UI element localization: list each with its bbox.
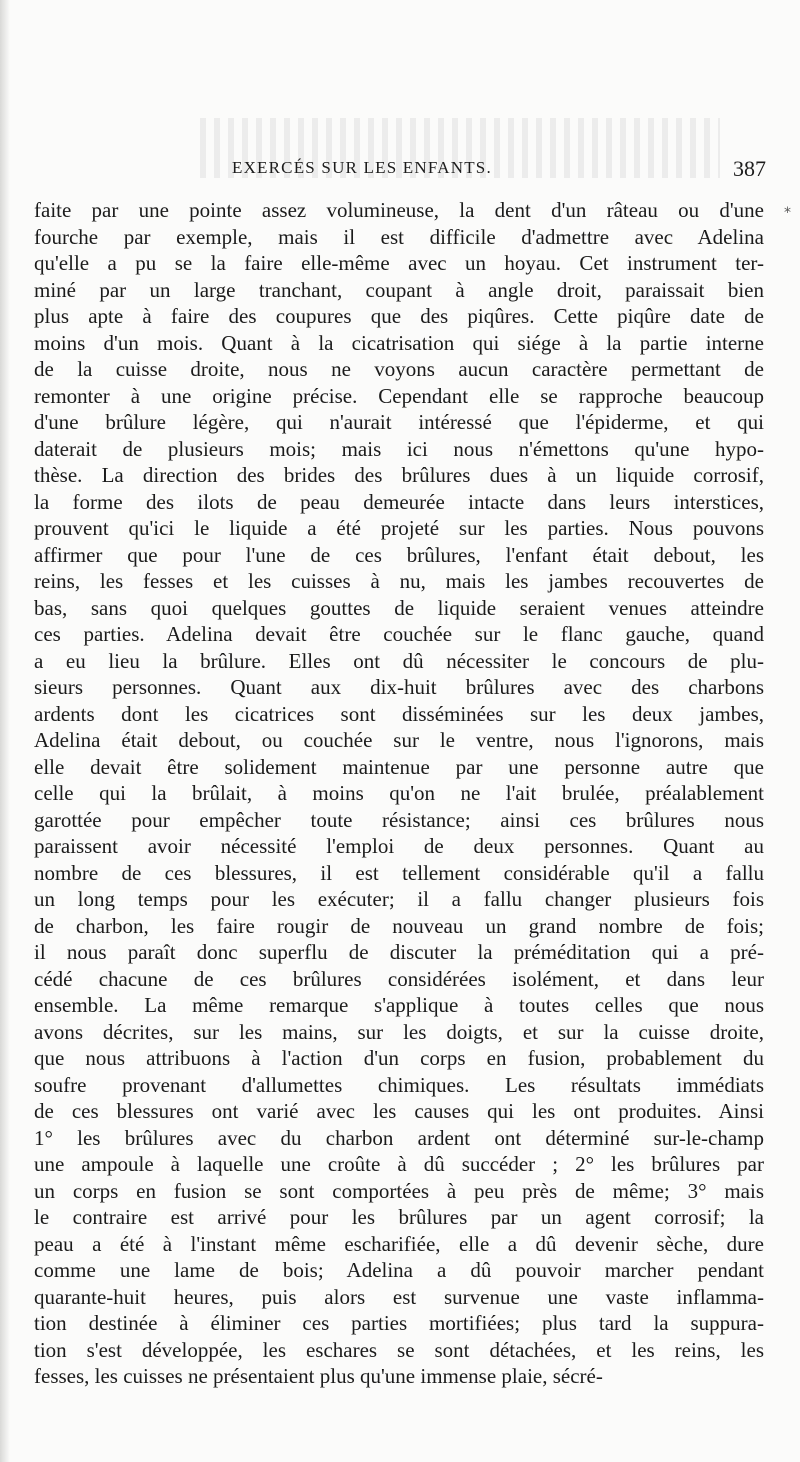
- text-line: soufre provenant d'allumettes chimiques. Les résultats immédiats: [34, 1072, 764, 1097]
- text-line: un corps en fusion se sont comportées à peu près de même; 3° mais: [34, 1178, 764, 1203]
- text-line: tion destinée à éliminer ces parties mortifiées; plus tard la suppura-: [34, 1311, 764, 1335]
- text-line: 1° les brûlures avec du charbon ardent ont déterminé sur-le-champ: [34, 1125, 764, 1150]
- text-line: thèse. La direction des brides des brûlures dues à un liquide corrosif,: [34, 463, 764, 487]
- text-line: reins, les fesses et les cuisses à nu, mais les jambes recouvertes de: [34, 569, 764, 593]
- text-line: fesses, les cuisses ne présentaient plus qu'une immense plaie, sécré-: [34, 1364, 603, 1388]
- text-line: quarante-huit heures, puis alors est survenue une vaste inflamma-: [34, 1284, 764, 1309]
- text-line: que nous attribuons à l'action d'un corps en fusion, probablement du: [34, 1046, 764, 1070]
- text-line: qu'elle a pu se la faire elle-même avec un hoyau. Cet instrument ter-: [34, 251, 764, 275]
- text-line: de la cuisse droite, nous ne voyons aucun caractère permettant de: [34, 357, 764, 381]
- text-line: moins d'un mois. Quant à la cicatrisation qui siége à la partie interne: [34, 330, 764, 355]
- running-head: EXERCÉS SUR LES ENFANTS.: [232, 158, 492, 177]
- text-line: celle qui la brûlait, à moins qu'on ne l'ait brulée, préalablement: [34, 781, 764, 805]
- text-line: fourche par exemple, mais il est difficile d'admettre avec Adelina: [34, 224, 764, 249]
- text-line: de charbon, les faire rougir de nouveau un grand nombre de fois;: [34, 913, 764, 938]
- text-line: une ampoule à laquelle une croûte à dû succéder ; 2° les brûlures par: [34, 1152, 764, 1176]
- text-line: ces parties. Adelina devait être couchée sur le flanc gauche, quand: [34, 622, 764, 646]
- text-line: avons décrites, sur les mains, sur les doigts, et sur la cuisse droite,: [34, 1019, 764, 1044]
- text-line: prouvent qu'ici le liquide a été projeté sur les parties. Nous pouvons: [34, 516, 764, 540]
- text-line: garottée pour empêcher toute résistance; ainsi ces brûlures nous: [34, 807, 764, 832]
- text-line: tion s'est développée, les eschares se sont détachées, et les reins, les: [34, 1337, 764, 1362]
- page-header: [36, 158, 766, 186]
- text-line: bas, sans quoi quelques gouttes de liquide seraient venues atteindre: [34, 595, 764, 620]
- text-line: a eu lieu la brûlure. Elles ont dû nécessiter le concours de plu-: [34, 648, 764, 673]
- text-line: daterait de plusieurs mois; mais ici nous n'émettons qu'une hypo-: [34, 436, 764, 461]
- text-line: sieurs personnes. Quant aux dix-huit brûlures avec des charbons: [34, 675, 764, 699]
- margin-mark: *: [784, 205, 791, 221]
- text-line: peau a été à l'instant même escharifiée, elle a dû devenir sèche, dure: [34, 1231, 764, 1256]
- text-line: de ces blessures ont varié avec les causes qui les ont produites. Ainsi: [34, 1099, 764, 1123]
- text-line: Adelina était debout, ou couchée sur le ventre, nous l'ignorons, mais: [34, 728, 764, 752]
- text-line: faite par une pointe assez volumineuse, la dent d'un râteau ou d'une: [34, 198, 764, 222]
- text-line: miné par un large tranchant, coupant à angle droit, paraissait bien: [34, 277, 764, 302]
- page-number: 387: [733, 156, 766, 181]
- text-line: ensemble. La même remarque s'applique à toutes celles que nous: [34, 993, 764, 1017]
- text-line: nombre de ces blessures, il est tellement considérable qu'il a fallu: [34, 860, 764, 885]
- text-line: le contraire est arrivé pour les brûlures par un agent corrosif; la: [34, 1205, 764, 1229]
- body-text: [34, 197, 764, 1390]
- text-line: affirmer que pour l'une de ces brûlures, l'enfant était debout, les: [34, 542, 764, 567]
- text-line: comme une lame de bois; Adelina a dû pouvoir marcher pendant: [34, 1258, 764, 1282]
- text-line: elle devait être solidement maintenue par une personne autre que: [34, 754, 764, 779]
- text-line: d'une brûlure légère, qui n'aurait intéressé que l'épiderme, et qui: [34, 410, 764, 434]
- text-line: la forme des ilots de peau demeurée intacte dans leurs interstices,: [34, 489, 764, 514]
- text-line: plus apte à faire des coupures que des piqûres. Cette piqûre date de: [34, 304, 764, 328]
- text-line: ardents dont les cicatrices sont disséminées sur les deux jambes,: [34, 701, 764, 726]
- text-line: paraissent avoir nécessité l'emploi de deux personnes. Quant au: [34, 834, 764, 858]
- text-line: il nous paraît donc superflu de discuter la préméditation qui a pré-: [34, 940, 764, 964]
- text-line: un long temps pour les exécuter; il a fallu changer plusieurs fois: [34, 887, 764, 911]
- text-line: remonter à une origine précise. Cependant elle se rapproche beaucoup: [34, 383, 764, 408]
- page-gutter-shadow: [0, 0, 10, 1462]
- text-line: cédé chacune de ces brûlures considérées isolément, et dans leur: [34, 966, 764, 991]
